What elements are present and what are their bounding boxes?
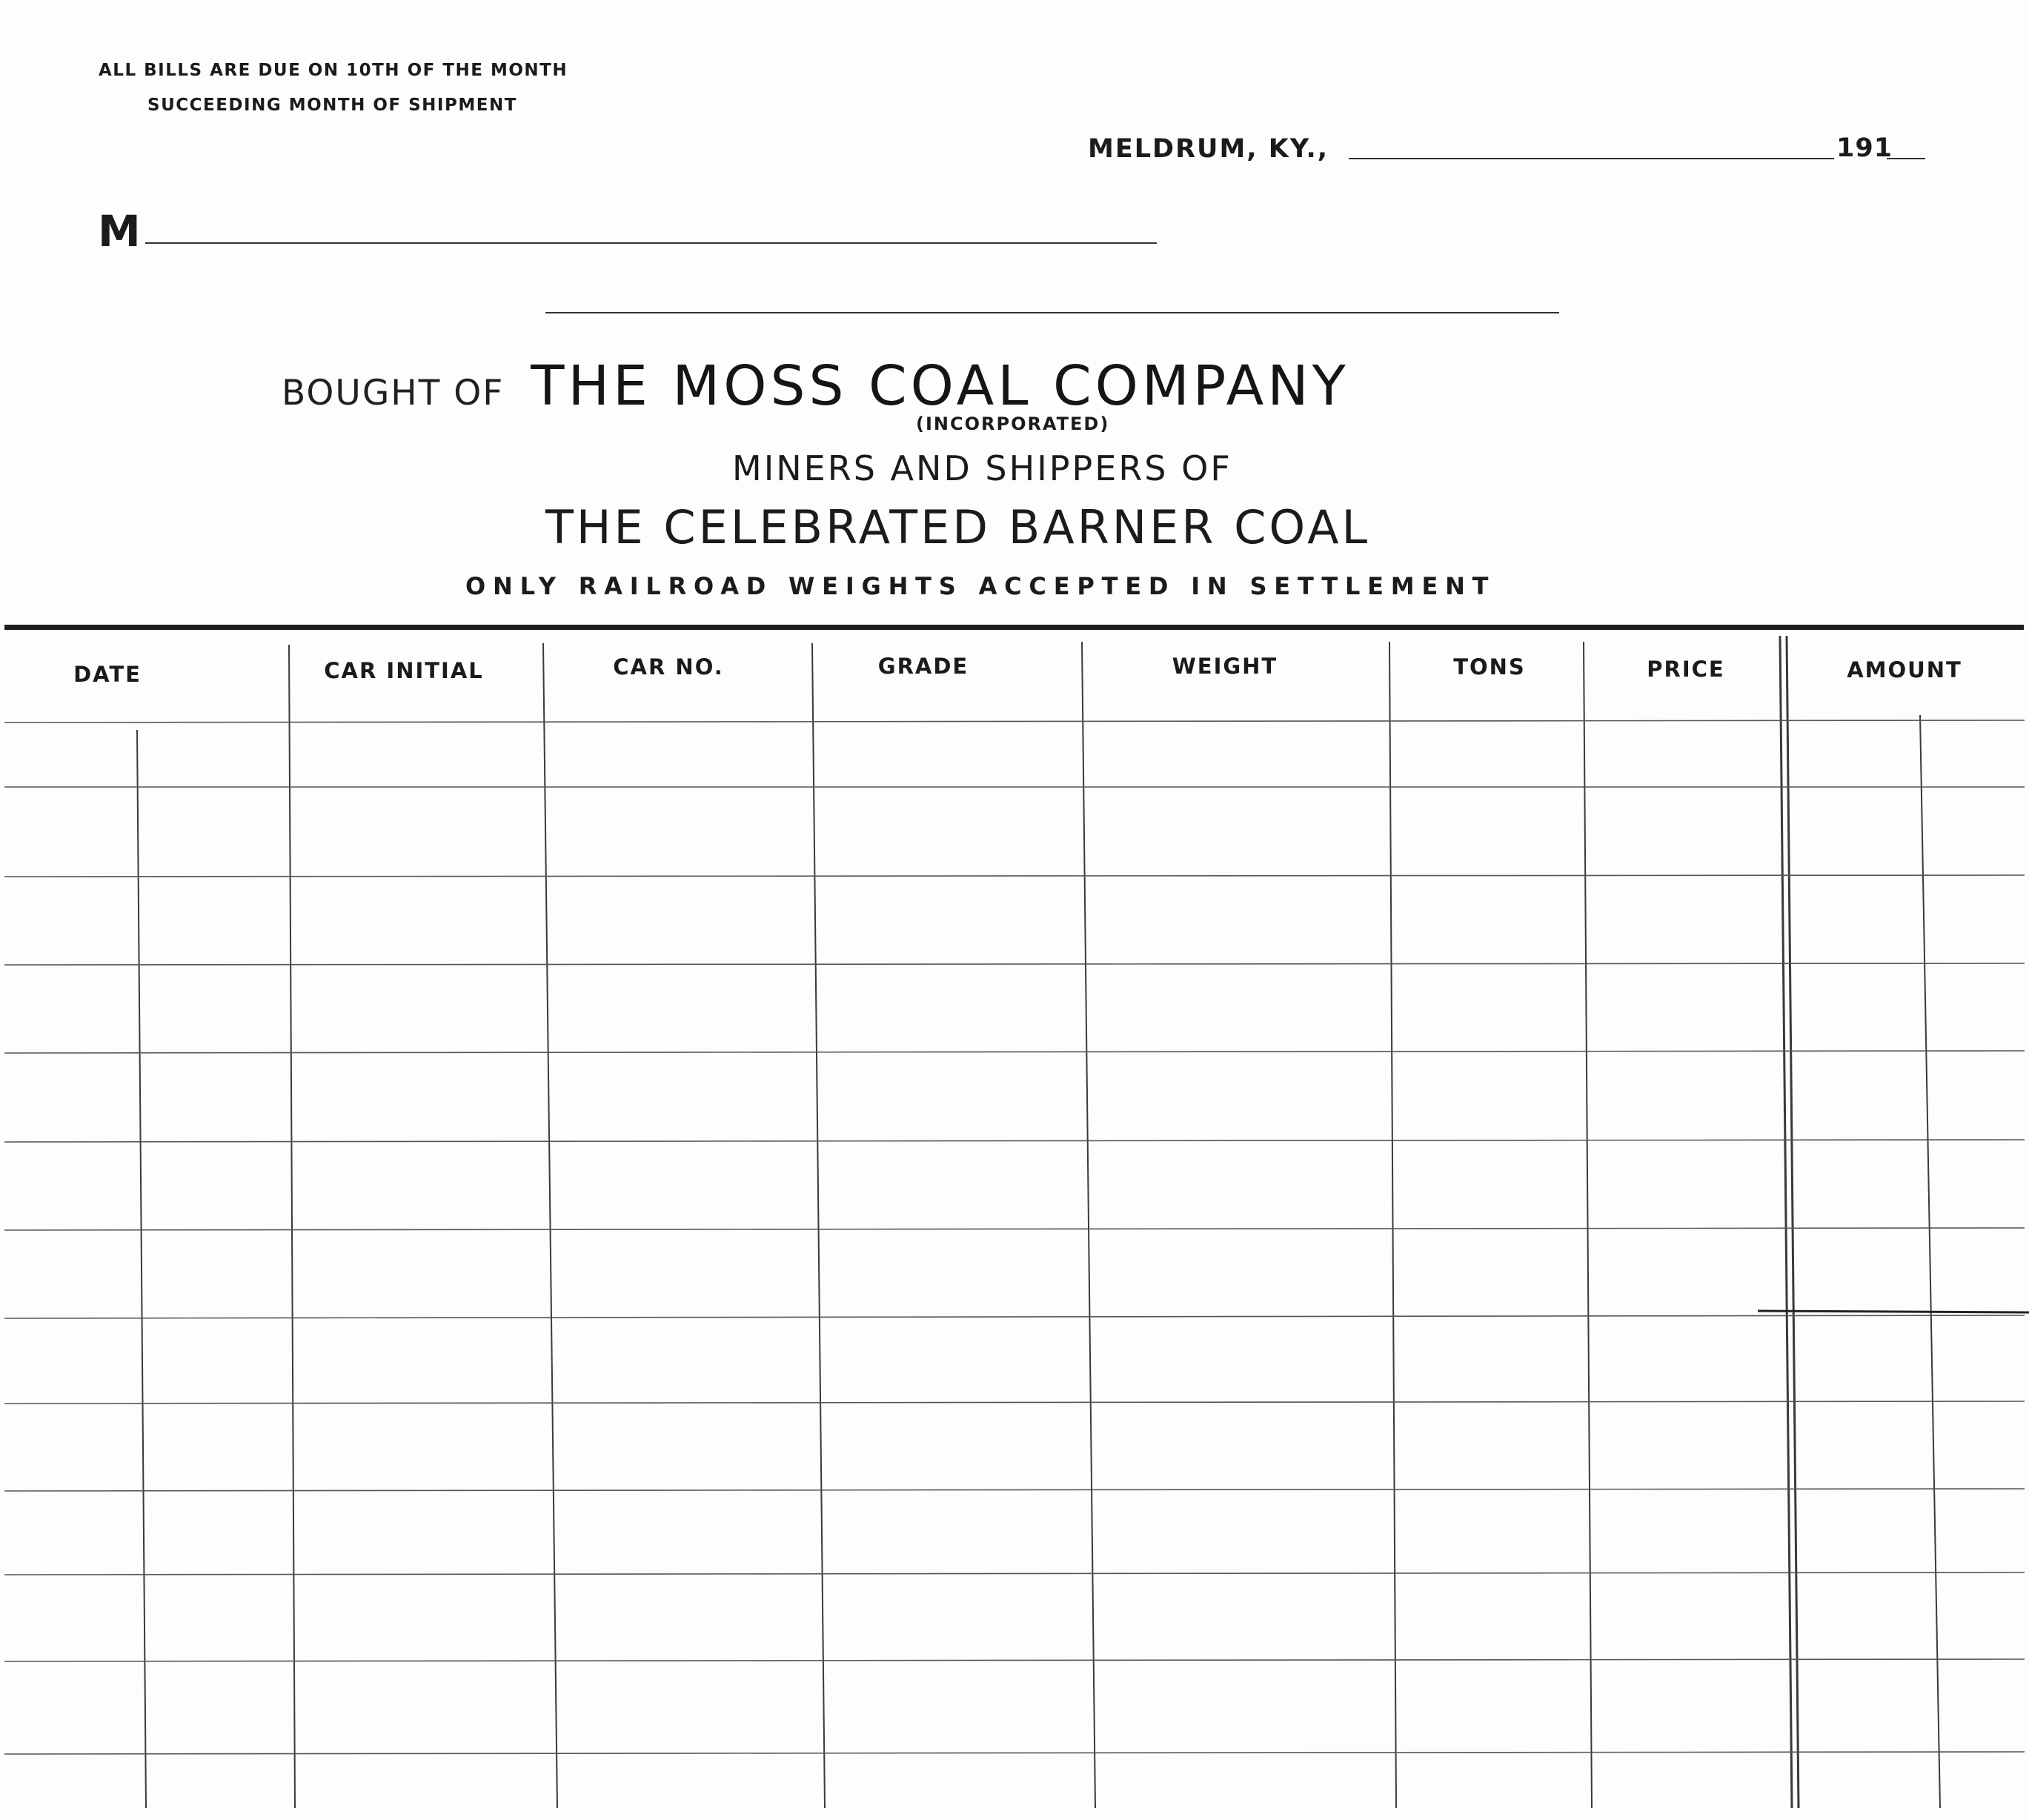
settlement-note: ONLY RAILROAD WEIGHTS ACCEPTED IN SETTLEMENT xyxy=(465,572,1496,600)
column-header-grade: GRADE xyxy=(877,654,969,679)
product-line: THE CELEBRATED BARNER COAL xyxy=(545,500,1371,554)
row-line xyxy=(4,1401,2025,1404)
column-divider xyxy=(1389,642,1396,1808)
amount-subdivider xyxy=(1920,715,1940,1808)
row-line xyxy=(4,1572,2025,1575)
amount-subtotal-rule xyxy=(1758,1311,2029,1312)
column-header-car-initial: CAR INITIAL xyxy=(324,658,484,683)
addressee-prefix: M xyxy=(98,206,141,256)
header-bottom-rule xyxy=(4,720,2025,723)
row-line xyxy=(4,875,2025,877)
payment-terms-line-2: SUCCEEDING MONTH OF SHIPMENT xyxy=(147,96,517,115)
place-label: MELDRUM, KY., xyxy=(1088,134,1329,164)
row-line xyxy=(4,1489,2025,1491)
incorporated-label: (INCORPORATED) xyxy=(916,414,1110,434)
row-line xyxy=(4,1140,2025,1142)
column-divider xyxy=(1787,636,1799,1808)
column-header-weight: WEIGHT xyxy=(1172,654,1278,679)
column-divider xyxy=(1584,642,1592,1808)
column-divider xyxy=(289,645,295,1808)
column-divider xyxy=(1082,642,1095,1808)
column-header-price: PRICE xyxy=(1647,657,1725,682)
row-line xyxy=(4,1051,2025,1053)
column-header-car-no: CAR NO. xyxy=(613,654,724,680)
miners-shippers-line: MINERS AND SHIPPERS OF xyxy=(732,448,1232,488)
company-name: THE MOSS COAL COMPANY xyxy=(531,354,1349,418)
column-divider xyxy=(812,643,825,1808)
column-divider xyxy=(1780,636,1792,1808)
column-header-date: DATE xyxy=(73,662,142,687)
row-line xyxy=(4,963,2025,965)
column-divider xyxy=(543,643,557,1808)
payment-terms-line-1: ALL BILLS ARE DUE ON 10TH OF THE MONTH xyxy=(99,61,568,80)
bought-of-label: BOUGHT OF xyxy=(282,373,505,414)
row-line xyxy=(4,1659,2025,1661)
row-line xyxy=(4,1752,2025,1754)
column-header-tons: TONS xyxy=(1453,654,1526,680)
row-line xyxy=(4,1228,2025,1230)
date-subdivider xyxy=(137,730,146,1808)
column-header-amount: AMOUNT xyxy=(1847,657,1962,682)
year-prefix: 191 xyxy=(1836,133,1893,163)
row-line xyxy=(4,1315,2025,1318)
